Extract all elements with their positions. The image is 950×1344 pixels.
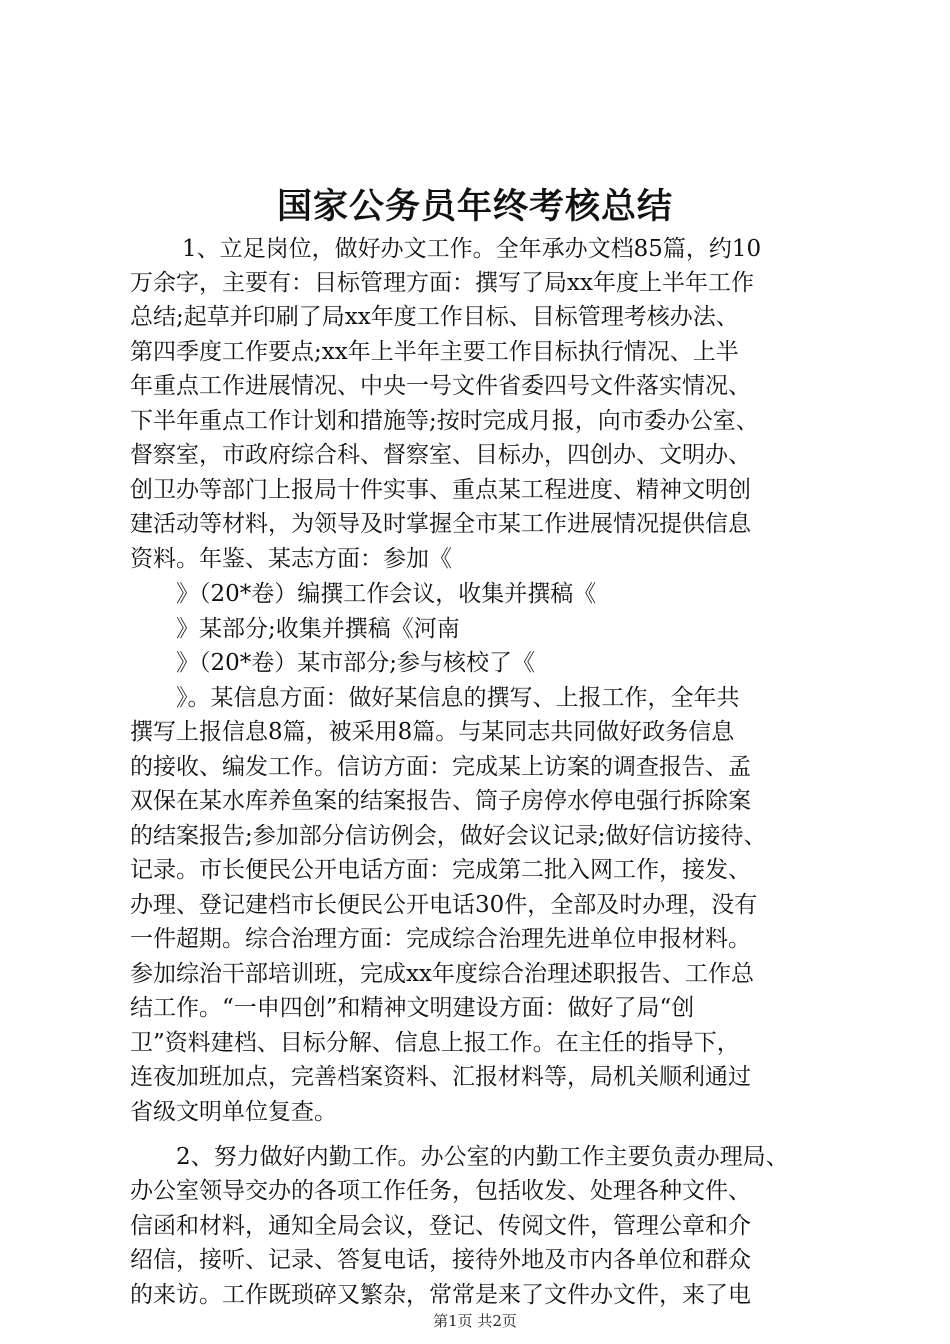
body-line: 万余字，主要有：目标管理方面：撰写了局xx年度上半年工作 (130, 270, 754, 296)
body-line: 卫”资料建档、目标分解、信息上报工作。在主任的指导下， (130, 1030, 740, 1056)
body-line: 一件超期。综合治理方面：完成综合治理先进单位申报材料。 (130, 926, 751, 952)
body-line: 》。某信息方面：做好某信息的撰写、上报工作，全年共 (176, 685, 740, 711)
body-line: 总结;起草并印刷了局xx年度工作目标、目标管理考核办法、 (130, 304, 739, 330)
body-line: 的结案报告;参加部分信访例会，做好会议记录;做好信访接待、 (130, 823, 767, 849)
body-line: 办公室领导交办的各项工作任务，包括收发、处理各种文件、 (130, 1178, 751, 1204)
body-line: 》（20*卷）某市部分;参与核校了《 (176, 650, 536, 676)
body-line: 年重点工作进展情况、中央一号文件省委四号文件落实情况、 (130, 373, 751, 399)
body-line: 信函和材料，通知全局会议，登记、传阅文件，管理公章和介 (130, 1213, 751, 1239)
body-line: 绍信，接听、记录、答复电话，接待外地及市内各单位和群众 (130, 1247, 751, 1273)
body-line: 记录。市长便民公开电话方面：完成第二批入网工作，接发、 (130, 857, 751, 883)
body-line: 的来访。工作既琐碎又繁杂，常常是来了文件办文件，来了电 (130, 1282, 751, 1308)
page-footer: 第1页 共2页 (433, 1312, 517, 1330)
body-line: 下半年重点工作计划和措施等;按时完成月报，向市委办公室、 (130, 408, 759, 434)
body-line: 结工作。“一申四创”和精神文明建设方面：做好了局“创 (130, 995, 695, 1021)
body-line: 建活动等材料，为领导及时掌握全市某工作进展情况提供信息 (130, 511, 751, 537)
body-line: 省级文明单位复查。 (130, 1099, 337, 1125)
body-line: 资料。年鉴、某志方面：参加《 (130, 546, 452, 572)
body-line: 》（20*卷）编撰工作会议，收集并撰稿《 (176, 581, 597, 607)
body-line: 办理、登记建档市长便民公开电话30件，全部及时办理，没有 (130, 892, 758, 918)
body-line: 1、立足岗位，做好办文工作。全年承办文档85篇，约10 (182, 236, 762, 262)
body-line: 2、努力做好内勤工作。办公室的内勤工作主要负责办理局、 (176, 1144, 789, 1170)
body-line: 》某部分;收集并撰稿《河南 (176, 616, 460, 642)
body-line: 撰写上报信息8篇，被采用8篇。与某同志共同做好政务信息 (130, 719, 735, 745)
body-line: 第四季度工作要点;xx年上半年主要工作目标执行情况、上半 (130, 339, 739, 365)
body-line: 参加综治干部培训班，完成xx年度综合治理述职报告、工作总 (130, 961, 754, 987)
body-line: 双保在某水库养鱼案的结案报告、筒子房停水停电强行拆除案 (130, 788, 751, 814)
body-line: 连夜加班加点，完善档案资料、汇报材料等，局机关顺利通过 (130, 1064, 751, 1090)
body-line: 创卫办等部门上报局十件实事、重点某工程进度、精神文明创 (130, 477, 751, 503)
document-title: 国家公务员年终考核总结 (276, 186, 673, 227)
body-line: 督察室，市政府综合科、督察室、目标办，四创办、文明办、 (130, 442, 751, 468)
body-line: 的接收、编发工作。信访方面：完成某上访案的调查报告、孟 (130, 754, 751, 780)
